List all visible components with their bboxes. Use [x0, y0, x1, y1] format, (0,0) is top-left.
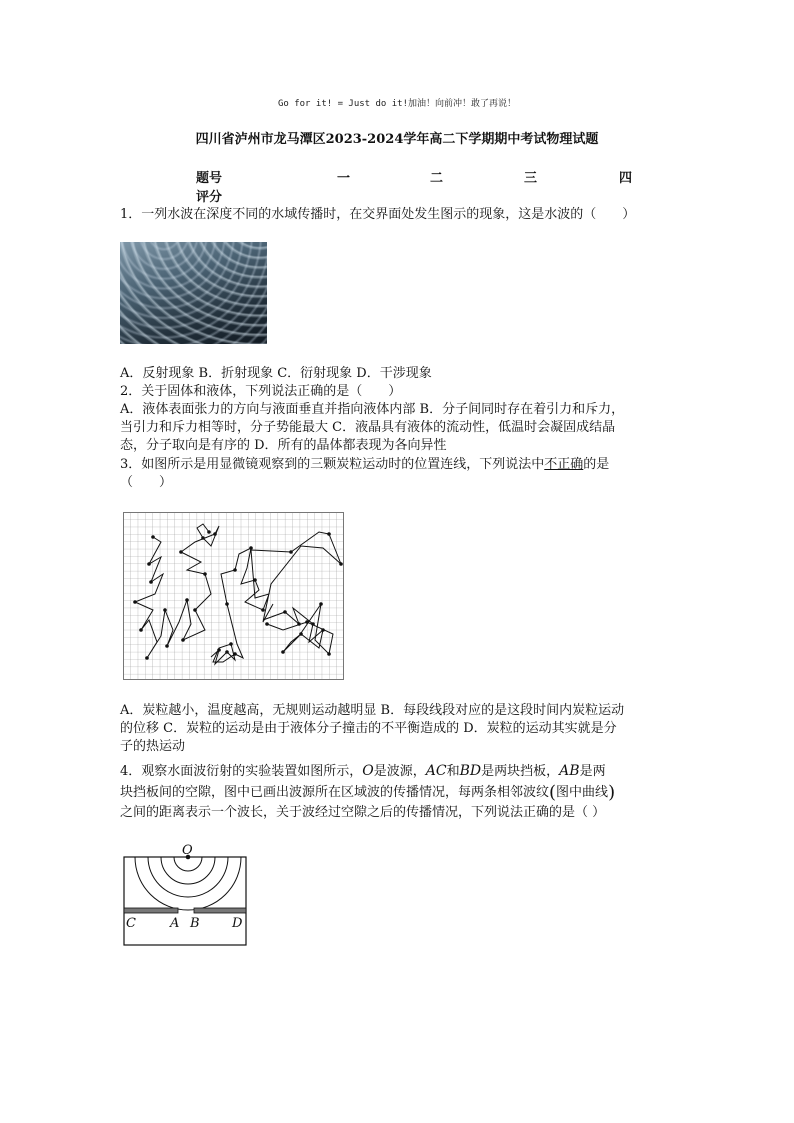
- label-c: C: [126, 916, 136, 931]
- score-col-4: 四: [619, 171, 633, 186]
- score-col-label: 题号: [196, 171, 223, 186]
- score-col-2: 二: [430, 171, 444, 186]
- question-3-stem-underlined: 不正确: [544, 457, 584, 472]
- question-4-stem-line3: 之间的距离表示一个波长，关于波经过空隙之后的传播情况，下列说法正确的是（ ）: [120, 805, 606, 820]
- question-4-stem-line1: [120, 762, 672, 781]
- brownian-motion-diagram: [123, 512, 344, 680]
- exam-title: 四川省泸州市龙马潭区2023-2024学年高二下学期期中考试物理试题: [195, 132, 599, 147]
- score-col-3: 三: [524, 171, 538, 186]
- question-2-stem: 2．关于固体和液体，下列说法正确的是（ ）: [120, 384, 402, 399]
- question-4-seg4: 是两块挡板，: [481, 764, 560, 779]
- label-o: O: [182, 843, 193, 858]
- score-table-header: [0, 167, 794, 185]
- question-3-options-line3: 子的热运动: [120, 739, 186, 754]
- symbol-ac: AC: [425, 763, 447, 779]
- paren-close: ): [608, 782, 616, 803]
- barrier-bd: [194, 908, 246, 913]
- label-b: B: [190, 916, 200, 931]
- question-4-seg2: 是波源，: [373, 764, 426, 779]
- question-1-stem: 1．一列水波在深度不同的水域传播时，在交界面处发生图示的现象，这是水波的（ ）: [120, 207, 636, 222]
- question-2-options-line2: 当引力和斥力相等时，分子势能最大 C．液晶具有液体的流动性，低温时会凝固成结晶: [120, 420, 616, 435]
- question-1-options: A．反射现象 B．折射现象 C．衍射现象 D．干涉现象: [120, 366, 432, 381]
- question-4-seg1: 4．观察水面波衍射的实验装置如图所示，: [120, 764, 363, 779]
- symbol-ab: AB: [559, 763, 580, 779]
- question-2-options-line1: A．液体表面张力的方向与液面垂直并指向液体内部 B．分子间同时存在着引力和斥力，: [120, 402, 625, 417]
- question-3-stem-after: 的是: [583, 457, 610, 472]
- question-3-stem: [120, 456, 672, 474]
- question-3-options-line2: 的位移 C．炭粒的运动是由于液体分子撞击的不平衡造成的 D．炭粒的运动其实就是分: [120, 721, 617, 736]
- symbol-o: O: [362, 763, 374, 779]
- barrier-ac: [124, 908, 178, 913]
- motto-text: Go for it! = Just do it!加油！向前冲！敢了再说！: [277, 99, 517, 109]
- question-2-options-line3: 态，分子取向是有序的 D．所有的晶体都表现为各向异性: [120, 438, 447, 453]
- wave-diffraction-diagram: [121, 843, 249, 947]
- paren-open: (: [549, 782, 557, 803]
- question-4-seg5: 是两: [579, 764, 606, 779]
- question-3-stem-line2: （ ）: [120, 475, 173, 490]
- label-d: D: [232, 916, 243, 931]
- question-3-stem-before: 3．如图所示是用显微镜观察到的三颗炭粒运动时的位置连线，下列说法中: [120, 457, 545, 472]
- question-3-options-line1: A．炭粒越小，温度越高，无规则运动越明显 B．每段线段对应的是这段时间内炭粒运动: [120, 703, 625, 718]
- score-row-label: 评分: [196, 190, 223, 205]
- question-4-line2b: 图中曲线: [556, 785, 609, 800]
- wave-fronts: [135, 857, 241, 910]
- question-4-seg3: 和: [446, 764, 460, 779]
- question-4-stem-line2: [120, 784, 672, 802]
- water-wave-photo: [120, 242, 267, 344]
- label-a: A: [170, 916, 180, 931]
- question-4-line2a: 块挡板间的空隙，图中已画出波源所在区域波的传播情况，每两条相邻波纹: [120, 785, 550, 800]
- score-col-1: 一: [337, 171, 351, 186]
- symbol-bd: BD: [459, 763, 482, 779]
